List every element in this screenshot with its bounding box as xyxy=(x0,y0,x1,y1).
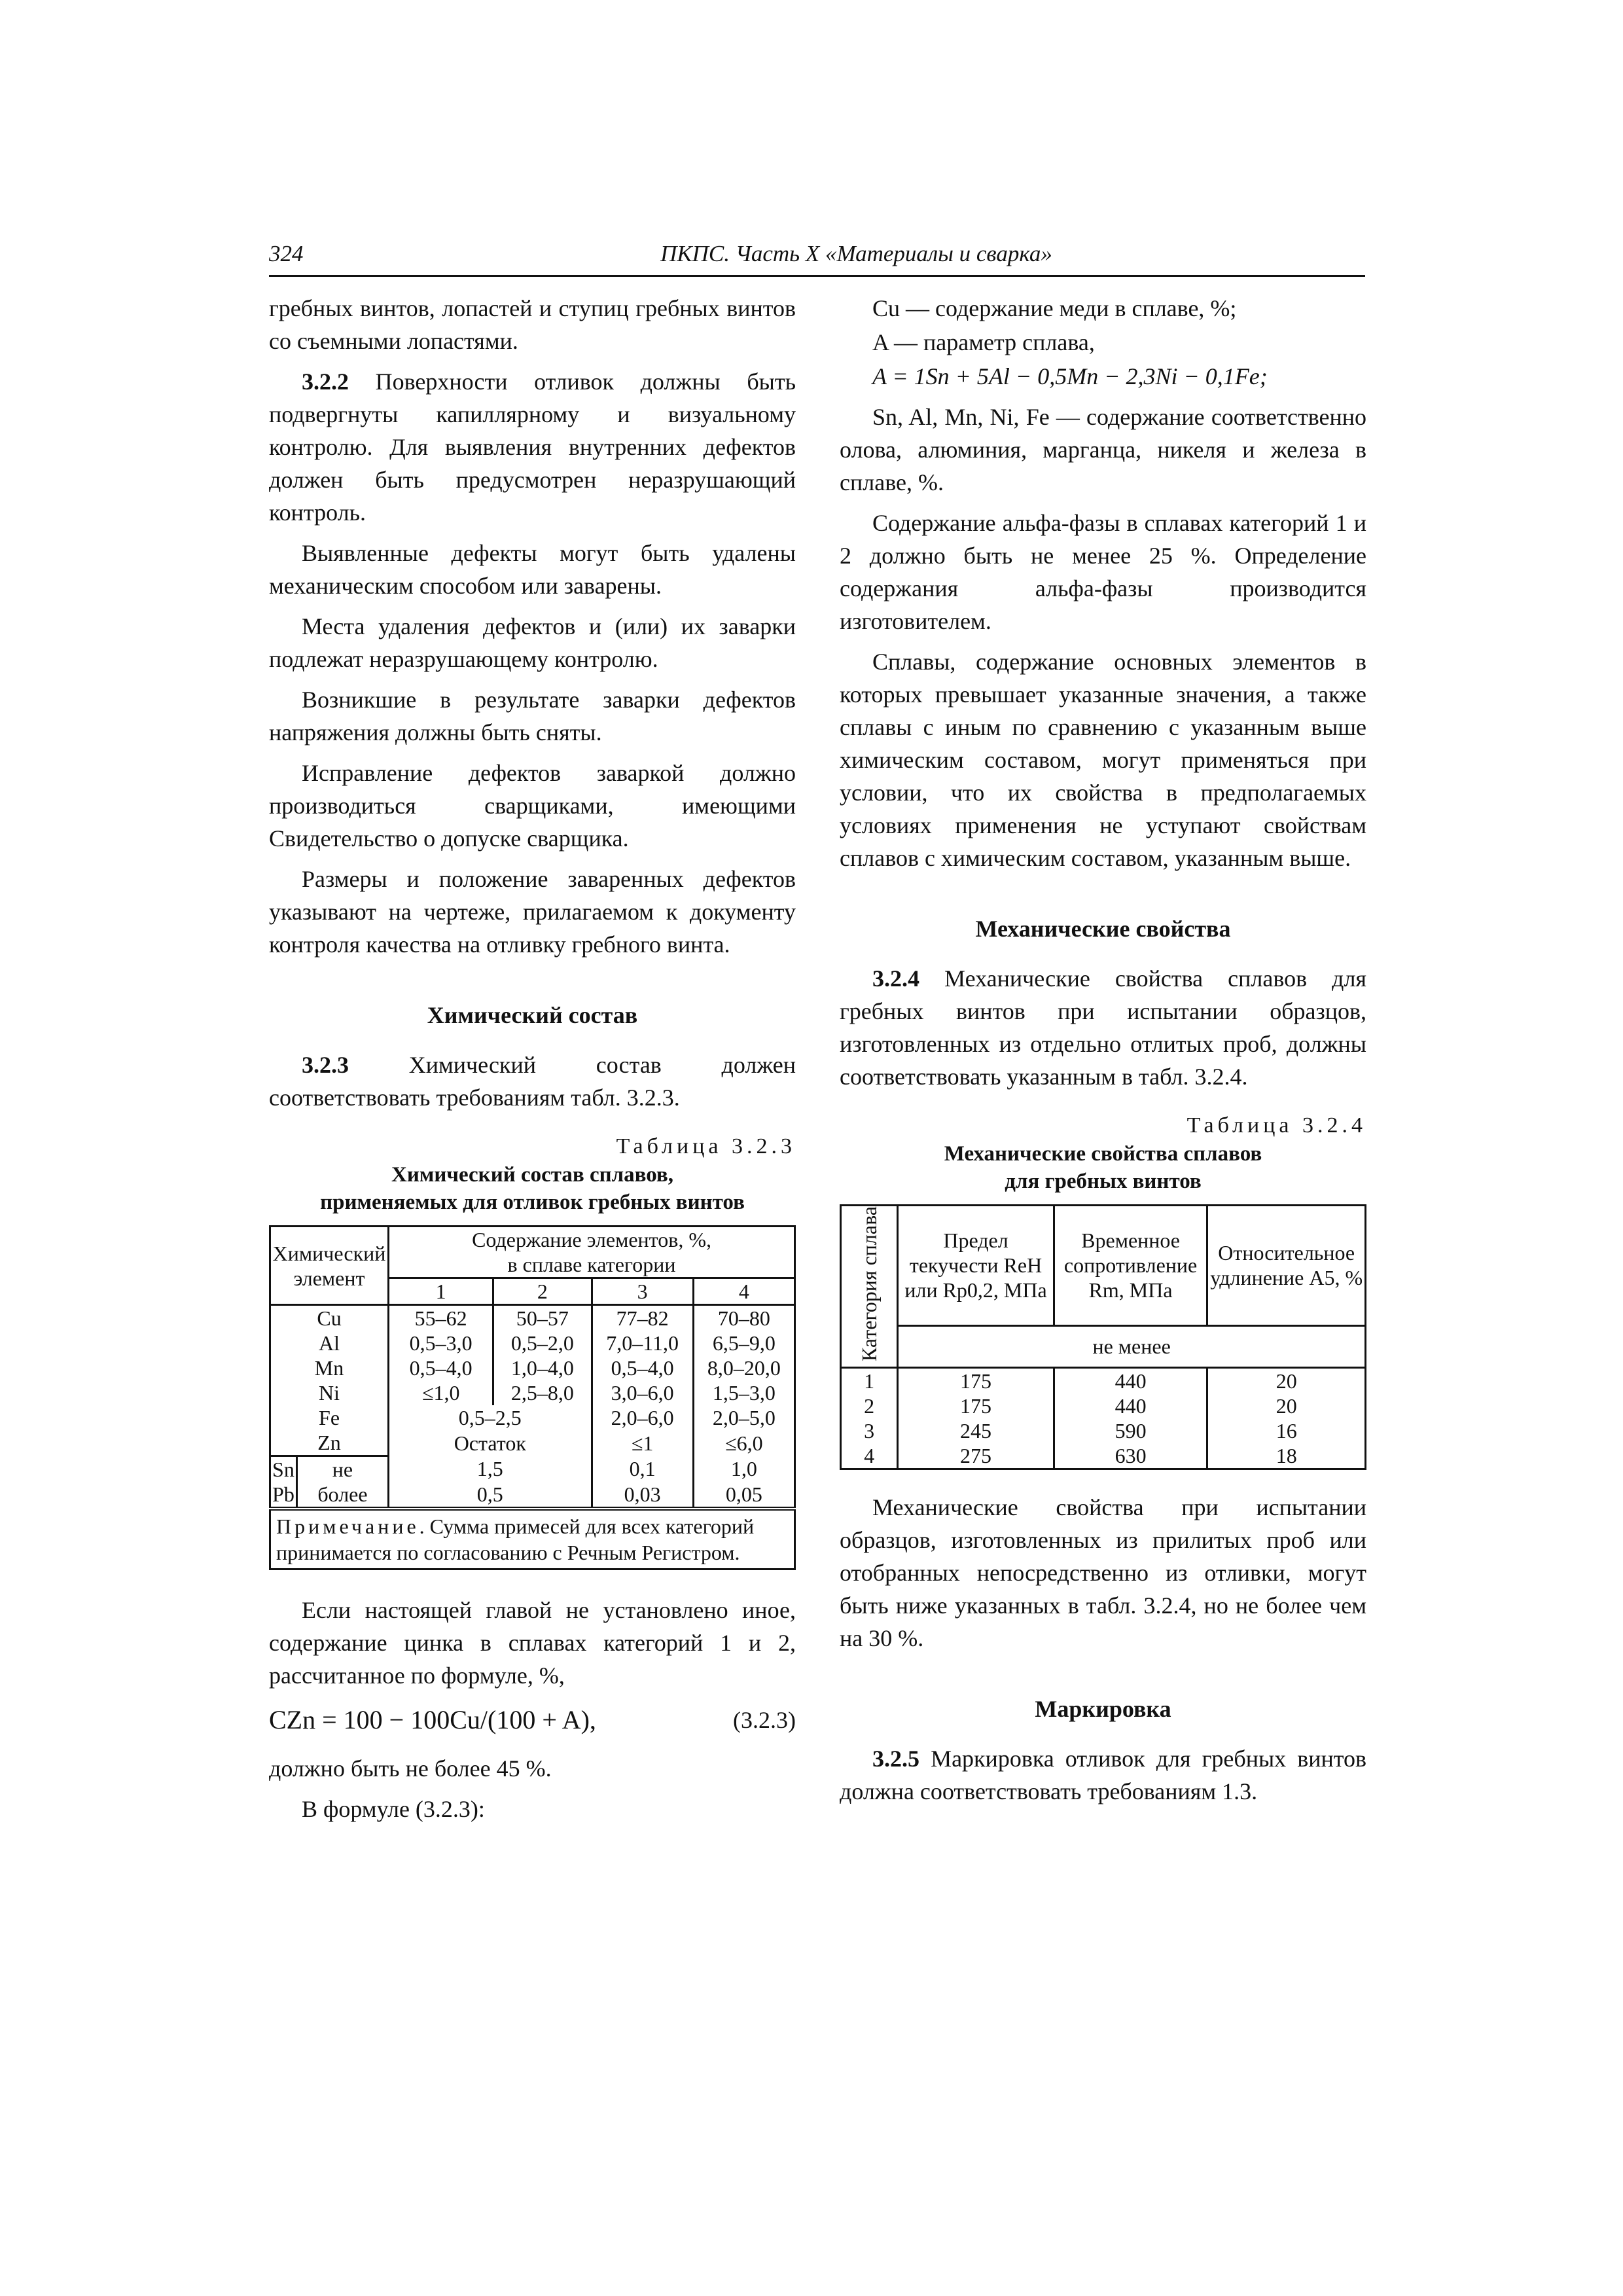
cell-element: Ni xyxy=(270,1380,389,1405)
paragraph-cu: Cu — содержание меди в сплаве, %; xyxy=(872,295,1237,321)
section-number: 3.2.3 xyxy=(302,1052,349,1078)
note-text: . Сумма примесей для всех категорий принимается по согласованию с Речным Регистром. xyxy=(276,1515,755,1564)
cell: 2,5–8,0 xyxy=(493,1380,592,1405)
cell: 20 xyxy=(1207,1368,1366,1394)
table-row xyxy=(270,1331,795,1355)
header-cat-2: 2 xyxy=(493,1278,592,1305)
header-minimum: не менее xyxy=(898,1325,1366,1367)
cell: 0,5 xyxy=(389,1482,592,1509)
cell-element: Fe xyxy=(270,1405,389,1430)
table-row xyxy=(270,1305,795,1331)
cell: 275 xyxy=(898,1443,1054,1469)
paragraph-elements: Sn, Al, Mn, Ni, Fe — содержание соответственно олова, алюминия, марганца, никеля и железа в сплаве, %. xyxy=(840,404,1366,495)
table-row xyxy=(841,1368,1366,1394)
cell: 630 xyxy=(1054,1443,1207,1469)
cell: 50–57 xyxy=(493,1305,592,1331)
heading-chemical: Химический состав xyxy=(427,1002,638,1028)
section-text: Химический состав должен соответствовать требованиям табл. 3.2.3. xyxy=(269,1052,796,1111)
cell: 20 xyxy=(1207,1393,1366,1418)
cell: 0,5–3,0 xyxy=(389,1331,493,1355)
cell-category: 1 xyxy=(841,1368,898,1394)
paragraph-in-formula: В формуле (3.2.3): xyxy=(302,1796,485,1822)
header-elongation: Относительное удлинение A5, % xyxy=(1207,1206,1366,1326)
cell: ≤6,0 xyxy=(693,1430,794,1456)
cell-element: Mn xyxy=(270,1355,389,1380)
page-number: 324 xyxy=(269,241,304,266)
cell: 0,5–4,0 xyxy=(389,1355,493,1380)
header-category xyxy=(841,1206,898,1368)
cell: Остаток xyxy=(389,1430,592,1456)
header-yield: Предел текучести ReH или Rp0,2, МПа xyxy=(898,1206,1054,1326)
cell: 0,5–4,0 xyxy=(592,1355,693,1380)
cell: 245 xyxy=(898,1418,1054,1443)
formula-block xyxy=(269,1700,796,1743)
header-cat-3: 3 xyxy=(592,1278,693,1305)
cell: 175 xyxy=(898,1393,1054,1418)
table-title xyxy=(840,1140,1366,1195)
table-row xyxy=(841,1443,1366,1469)
table-row xyxy=(270,1430,795,1456)
heading-marking: Маркировка xyxy=(1035,1696,1171,1723)
table-caption: Таблица 3.2.3 xyxy=(616,1134,796,1158)
cell-element: Sn xyxy=(270,1456,297,1482)
cell: 3,0–6,0 xyxy=(592,1380,693,1405)
header-cat-1: 1 xyxy=(389,1278,493,1305)
header-cat-4: 4 xyxy=(693,1278,794,1305)
table-title-line: для гребных винтов xyxy=(1005,1170,1202,1193)
table-title xyxy=(269,1161,796,1216)
cell: 7,0–11,0 xyxy=(592,1331,693,1355)
table-chemical-composition xyxy=(269,1225,796,1570)
table-mechanical-properties xyxy=(840,1204,1366,1470)
paragraph-places: Места удаления дефектов и (или) их заварки подлежат неразрушающему контролю. xyxy=(269,613,796,672)
cell: 6,5–9,0 xyxy=(693,1331,794,1355)
paragraph-mech-cast: Механические свойства при испытании образцов, изготовленных из прилитых проб или отобранных непосредственно из отливки, могут быть ниже указанных в табл. 3.2.4, но не более чем на 30 %. xyxy=(840,1494,1366,1652)
header-tensile: Временное сопротивление Rm, МПа xyxy=(1054,1206,1207,1326)
table-title-line: Механические свойства сплавов xyxy=(944,1142,1262,1166)
table-note xyxy=(270,1509,795,1570)
cell-element: Pb xyxy=(270,1482,297,1509)
cell-element: Cu xyxy=(270,1305,389,1331)
cell: ≤1 xyxy=(592,1430,693,1456)
note-label: Примечание xyxy=(276,1515,419,1538)
cell-qualifier: не xyxy=(296,1456,388,1482)
table-title-line: Химический состав сплавов, xyxy=(391,1163,673,1187)
section-3-2-3 xyxy=(269,1049,796,1114)
cell: 0,03 xyxy=(592,1482,693,1509)
cell: 1,5–3,0 xyxy=(693,1380,794,1405)
table-row xyxy=(841,1393,1366,1418)
paragraph-alloys: Сплавы, содержание основных элементов в которых превышает указанные значения, а также сплавы с иным по сравнению с указанным выше химическим составом, могут применяться при условии, что их свойства в предполагаемых условиях применения не уступают свойствам сплавов с химическим составом, указанным выше. xyxy=(840,649,1366,871)
cell: 440 xyxy=(1054,1393,1207,1418)
table-note-row xyxy=(270,1509,795,1570)
cell: 1,0–4,0 xyxy=(493,1355,592,1380)
cell: 2,0–6,0 xyxy=(592,1405,693,1430)
cell-category: 3 xyxy=(841,1418,898,1443)
table-row xyxy=(270,1456,795,1482)
table-row xyxy=(270,1405,795,1430)
header-content-line: Содержание элементов, %, xyxy=(472,1228,711,1251)
table-caption: Таблица 3.2.4 xyxy=(1186,1113,1366,1138)
header-content xyxy=(389,1227,795,1278)
intro-paragraph: гребных винтов, лопастей и ступиц гребных винтов со съемными лопастями. xyxy=(269,295,796,354)
cell: 0,5–2,5 xyxy=(389,1405,592,1430)
paragraph-removed: Выявленные дефекты могут быть удалены механическим способом или заварены. xyxy=(269,540,796,599)
table-title-line: применяемых для отливок гребных винтов xyxy=(320,1191,745,1214)
page-header xyxy=(269,241,1365,277)
formula-number: (3.2.3) xyxy=(733,1707,796,1733)
paragraph-a: A — параметр сплава, xyxy=(872,329,1095,355)
cell: 70–80 xyxy=(693,1305,794,1331)
left-column xyxy=(269,292,796,1833)
paragraph-alpha: Содержание альфа-фазы в сплавах категорий 1 и 2 должно быть не менее 25 %. Определение содержания альфа-фазы производится изготовителем. xyxy=(840,510,1366,634)
cell: 1,0 xyxy=(693,1456,794,1482)
cell: 0,5–2,0 xyxy=(493,1331,592,1355)
cell: 175 xyxy=(898,1368,1054,1394)
section-text: Механические свойства сплавов для гребных винтов при испытании образцов, изготовленных из отдельно отлитых проб, должны соответствовать указанным в табл. 3.2.4. xyxy=(840,965,1366,1090)
section-3-2-2 xyxy=(269,365,796,529)
cell: 590 xyxy=(1054,1418,1207,1443)
section-3-2-4 xyxy=(840,962,1366,1093)
table-row xyxy=(270,1482,795,1509)
section-text: Поверхности отливок должны быть подвергнуты капиллярному и визуальному контролю. Для выявления внутренних дефектов должен быть предусмотрен неразрушающий контроль. xyxy=(269,368,796,526)
cell: 0,05 xyxy=(693,1482,794,1509)
formula-a: A = 1Sn + 5Al − 0,5Mn − 2,3Ni − 0,1Fe; xyxy=(872,363,1268,389)
header-element: Химический элемент xyxy=(270,1227,389,1305)
running-title: ПКПС. Часть X «Материалы и сварка» xyxy=(660,241,1052,266)
cell: 77–82 xyxy=(592,1305,693,1331)
section-number: 3.2.4 xyxy=(872,965,919,992)
cell: 8,0–20,0 xyxy=(693,1355,794,1380)
cell: 16 xyxy=(1207,1418,1366,1443)
table-row xyxy=(270,1380,795,1405)
cell-element: Al xyxy=(270,1331,389,1355)
paragraph-limit: должно быть не более 45 %. xyxy=(269,1755,552,1782)
section-number: 3.2.2 xyxy=(302,368,349,395)
cell: ≤1,0 xyxy=(389,1380,493,1405)
paragraph-zinc: Если настоящей главой не установлено иное, содержание цинка в сплавах категорий 1 и 2, рассчитанное по формуле, %, xyxy=(269,1597,796,1689)
paragraph-stress: Возникшие в результате заварки дефектов напряжения должны быть сняты. xyxy=(269,687,796,745)
cell: 1,5 xyxy=(389,1456,592,1482)
header-category-text: Категория сплава xyxy=(857,1206,882,1362)
cell-category: 4 xyxy=(841,1443,898,1469)
paragraph-welders: Исправление дефектов заваркой должно производиться сварщиками, имеющими Свидетельство о допуске сварщика. xyxy=(269,760,796,852)
section-number: 3.2.5 xyxy=(872,1746,919,1772)
header-content-line: в сплаве категории xyxy=(507,1253,676,1276)
section-3-2-5 xyxy=(840,1742,1366,1808)
formula-zn: CZn = 100 − 100Cu/(100 + A), xyxy=(269,1705,596,1734)
section-text: Маркировка отливок для гребных винтов должна соответствовать требованиям 1.3. xyxy=(840,1746,1366,1805)
table-row xyxy=(270,1355,795,1380)
cell: 0,1 xyxy=(592,1456,693,1482)
cell: 55–62 xyxy=(389,1305,493,1331)
cell-category: 2 xyxy=(841,1393,898,1418)
cell: 440 xyxy=(1054,1368,1207,1394)
cell: 18 xyxy=(1207,1443,1366,1469)
table-row xyxy=(841,1418,1366,1443)
cell: 2,0–5,0 xyxy=(693,1405,794,1430)
heading-mechanical: Механические свойства xyxy=(975,916,1231,942)
right-column xyxy=(840,292,1366,1816)
cell-qualifier: более xyxy=(296,1482,388,1509)
cell-element: Zn xyxy=(270,1430,389,1456)
paragraph-sizes: Размеры и положение заваренных дефектов указывают на чертеже, прилагаемом к документу контроля качества на отливку гребного винта. xyxy=(269,866,796,958)
